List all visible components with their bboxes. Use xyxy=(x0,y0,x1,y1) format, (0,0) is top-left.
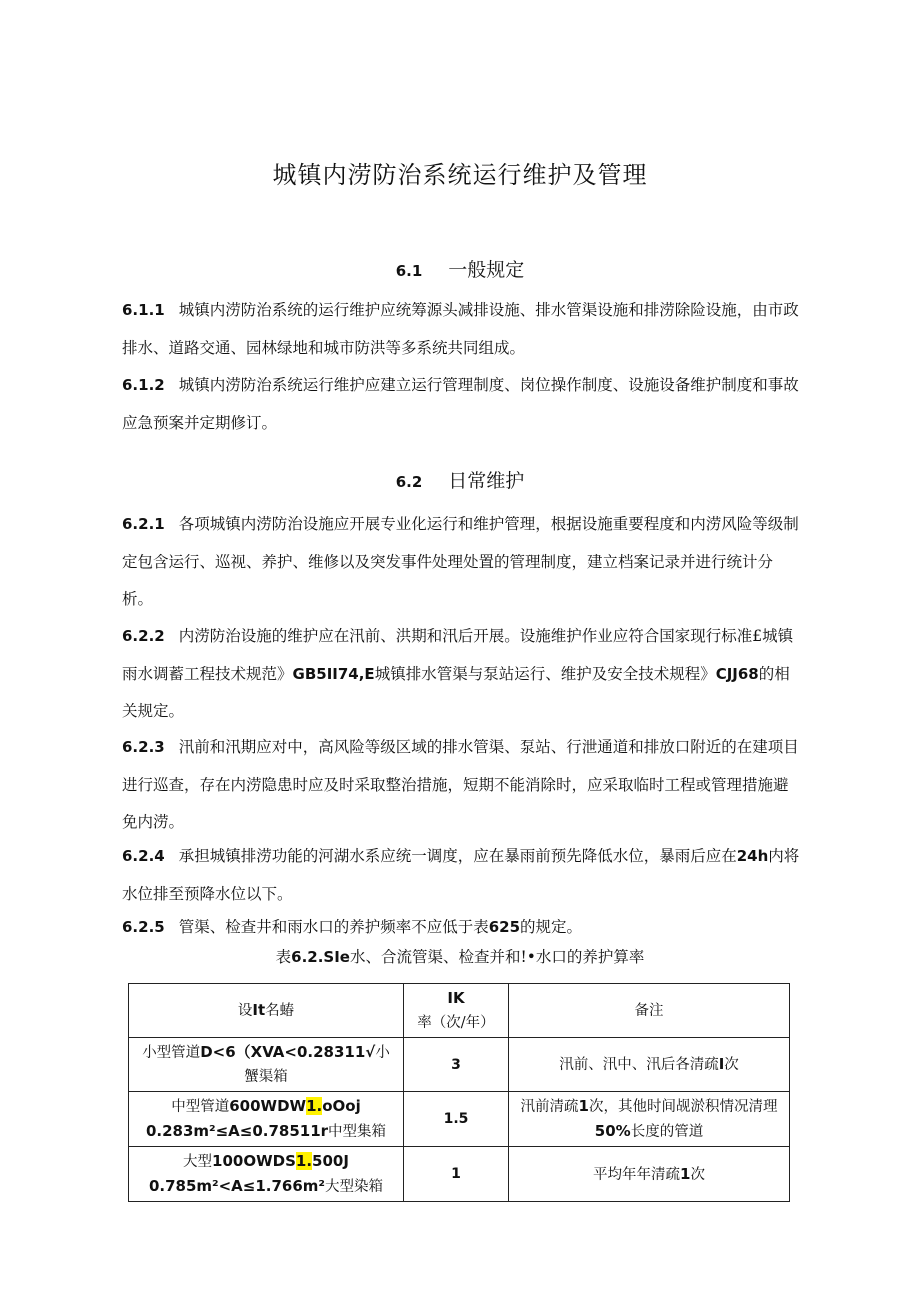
cell-text: 小型管道 xyxy=(142,1045,201,1061)
header-text: 率（次/年） xyxy=(417,1015,495,1031)
clause-number: 6.2.2 xyxy=(122,627,165,645)
table-row xyxy=(129,1038,790,1092)
clause-6-2-1 xyxy=(122,506,802,619)
clause-6-2-3 xyxy=(122,729,802,842)
header-text: 设 xyxy=(237,1003,253,1019)
header-text: 名蝽 xyxy=(265,1003,295,1019)
cell-text: D<6（XVA<0.28311√ xyxy=(200,1043,376,1061)
clause-6-2-5 xyxy=(122,909,802,947)
cell-text: 大型染箱 xyxy=(325,1179,384,1195)
caption-text: 水、合流管渠、检查并和!•水口的养护算率 xyxy=(349,948,645,966)
cell-text: 1 xyxy=(680,1164,691,1183)
cell-text: 小蟹渠箱 xyxy=(244,1045,390,1085)
cell-text: 0.283m²≤A≤0.78511r xyxy=(145,1122,329,1140)
clause-number: 6.1.1 xyxy=(122,301,165,319)
cell-text: 次 xyxy=(690,1166,705,1183)
table-row xyxy=(129,1092,790,1147)
page-title: 城镇内涝防治系统运行维护及管理 xyxy=(272,161,648,189)
caption-prefix: 表 xyxy=(275,948,292,966)
table-reference: 625 xyxy=(488,918,521,936)
clause-text: 城镇内涝防治系统运行维护应建立运行管理制度、岗位操作制度、设施设备维护制度和事故应急预案并定期修订。 xyxy=(122,376,799,432)
highlighted-text: 1. xyxy=(295,1152,313,1170)
header-frequency xyxy=(404,984,509,1038)
clause-number: 6.2.3 xyxy=(122,738,165,756)
frequency-cell: 3 xyxy=(404,1038,509,1092)
clause-text: 内涝防治设施的维护应在汛前、洪期和汛后开展。设施维护作业应符合国家现行标准£城镇雨水调蓄工程技术规范》 xyxy=(122,627,794,683)
note-cell xyxy=(509,1147,790,1202)
duration-value: 24h xyxy=(736,847,769,865)
clause-text: 的规定。 xyxy=(520,918,583,936)
clause-6-2-2 xyxy=(122,618,802,731)
cell-text: 0.785m²<A≤1.766m² xyxy=(148,1177,326,1195)
cell-text: 平均年年清疏 xyxy=(593,1166,681,1183)
cell-text: 汛前清疏 xyxy=(520,1099,579,1115)
cell-text: 大型 xyxy=(183,1154,213,1170)
clause-number: 6.1.2 xyxy=(122,376,165,394)
clause-6-1-1 xyxy=(122,292,802,367)
highlighted-text: 1. xyxy=(306,1097,323,1115)
clause-text: 汛前和汛期应对中，高风险等级区域的排水管渠、泵站、行泄通道和排放口附近的在建项目进行巡查，存在内涝隐患时应及时采取整治措施，短期不能消除时，应采取临时工程或管理措施避免内涝。 xyxy=(122,738,799,831)
section-number: 6.2 xyxy=(395,473,423,491)
clause-6-2-4 xyxy=(122,838,802,913)
frequency-cell: 1.5 xyxy=(404,1092,509,1147)
header-facility-name xyxy=(129,984,404,1038)
cell-text: 500J xyxy=(312,1152,349,1170)
facility-name-cell xyxy=(129,1147,404,1202)
cell-text: 长度的管道 xyxy=(630,1124,704,1140)
cell-text: 次 xyxy=(724,1057,739,1073)
clause-text: 管渠、检查井和雨水口的养护频率不应低于表 xyxy=(178,918,489,936)
caption-table-number: 6.2.SIe xyxy=(291,948,350,966)
cell-text: 100OWDS xyxy=(212,1152,296,1170)
cell-text: 汛前、汛中、汛后各清疏 xyxy=(559,1057,719,1073)
cell-text: oOoj xyxy=(322,1097,361,1115)
table-row xyxy=(129,1147,790,1202)
clause-number: 6.2.4 xyxy=(122,847,165,865)
clause-text: 各项城镇内涝防治设施应开展专业化运行和维护管理，根据设施重要程度和内涝风险等级制定包含运行、巡视、养护、维修以及突发事件处理处置的管理制度，建立档案记录并进行统计分析。 xyxy=(122,515,799,608)
section-heading-6-2 xyxy=(0,466,920,493)
cell-text: 600WDW xyxy=(229,1097,307,1115)
clause-number: 6.2.5 xyxy=(122,918,165,936)
maintenance-frequency-table xyxy=(128,983,790,1202)
clause-text: 承担城镇排涝功能的河湖水系应统一调度，应在暴雨前预先降低水位，暴雨后应在 xyxy=(178,847,737,865)
note-cell xyxy=(509,1092,790,1147)
standard-code-gb: GB5II74,E xyxy=(292,664,375,683)
facility-name-cell xyxy=(129,1038,404,1092)
clause-text: 的相关规定。 xyxy=(122,664,790,720)
cell-text: I xyxy=(718,1055,725,1073)
section-number: 6.1 xyxy=(395,262,423,280)
clause-number: 6.2.1 xyxy=(122,515,165,533)
section-title: 日常维护 xyxy=(448,470,525,492)
cell-text: 50% xyxy=(594,1122,631,1140)
cell-text: 中型管道 xyxy=(171,1099,230,1115)
clause-text: 城镇排水管渠与泵站运行、维护及安全技术规程》 xyxy=(374,664,716,683)
note-cell xyxy=(509,1038,790,1092)
table-header-row xyxy=(129,984,790,1038)
section-heading-6-1 xyxy=(0,255,920,282)
clause-text: 城镇内涝防治系统的运行维护应统筹源头减排设施、排水管渠设施和排涝除险设施，由市政排水、道路交通、园林绿地和城市防洪等多系统共同组成。 xyxy=(122,301,799,357)
frequency-cell: 1 xyxy=(404,1147,509,1202)
facility-name-cell xyxy=(129,1092,404,1147)
clause-6-1-2 xyxy=(122,367,802,442)
header-text: It xyxy=(252,1001,266,1019)
section-title: 一般规定 xyxy=(448,259,525,281)
header-note: 备注 xyxy=(509,984,790,1038)
cell-text: 中型集箱 xyxy=(328,1124,387,1140)
table-caption xyxy=(0,945,920,967)
cell-text: 次，其他时间觇淤积情况清理 xyxy=(588,1099,778,1115)
clause-text: 内将水位排至预降水位以下。 xyxy=(122,847,800,903)
header-text: IK xyxy=(447,989,465,1007)
standard-code-cjj: CJJ68 xyxy=(715,664,759,683)
cell-text: 1 xyxy=(578,1097,589,1115)
